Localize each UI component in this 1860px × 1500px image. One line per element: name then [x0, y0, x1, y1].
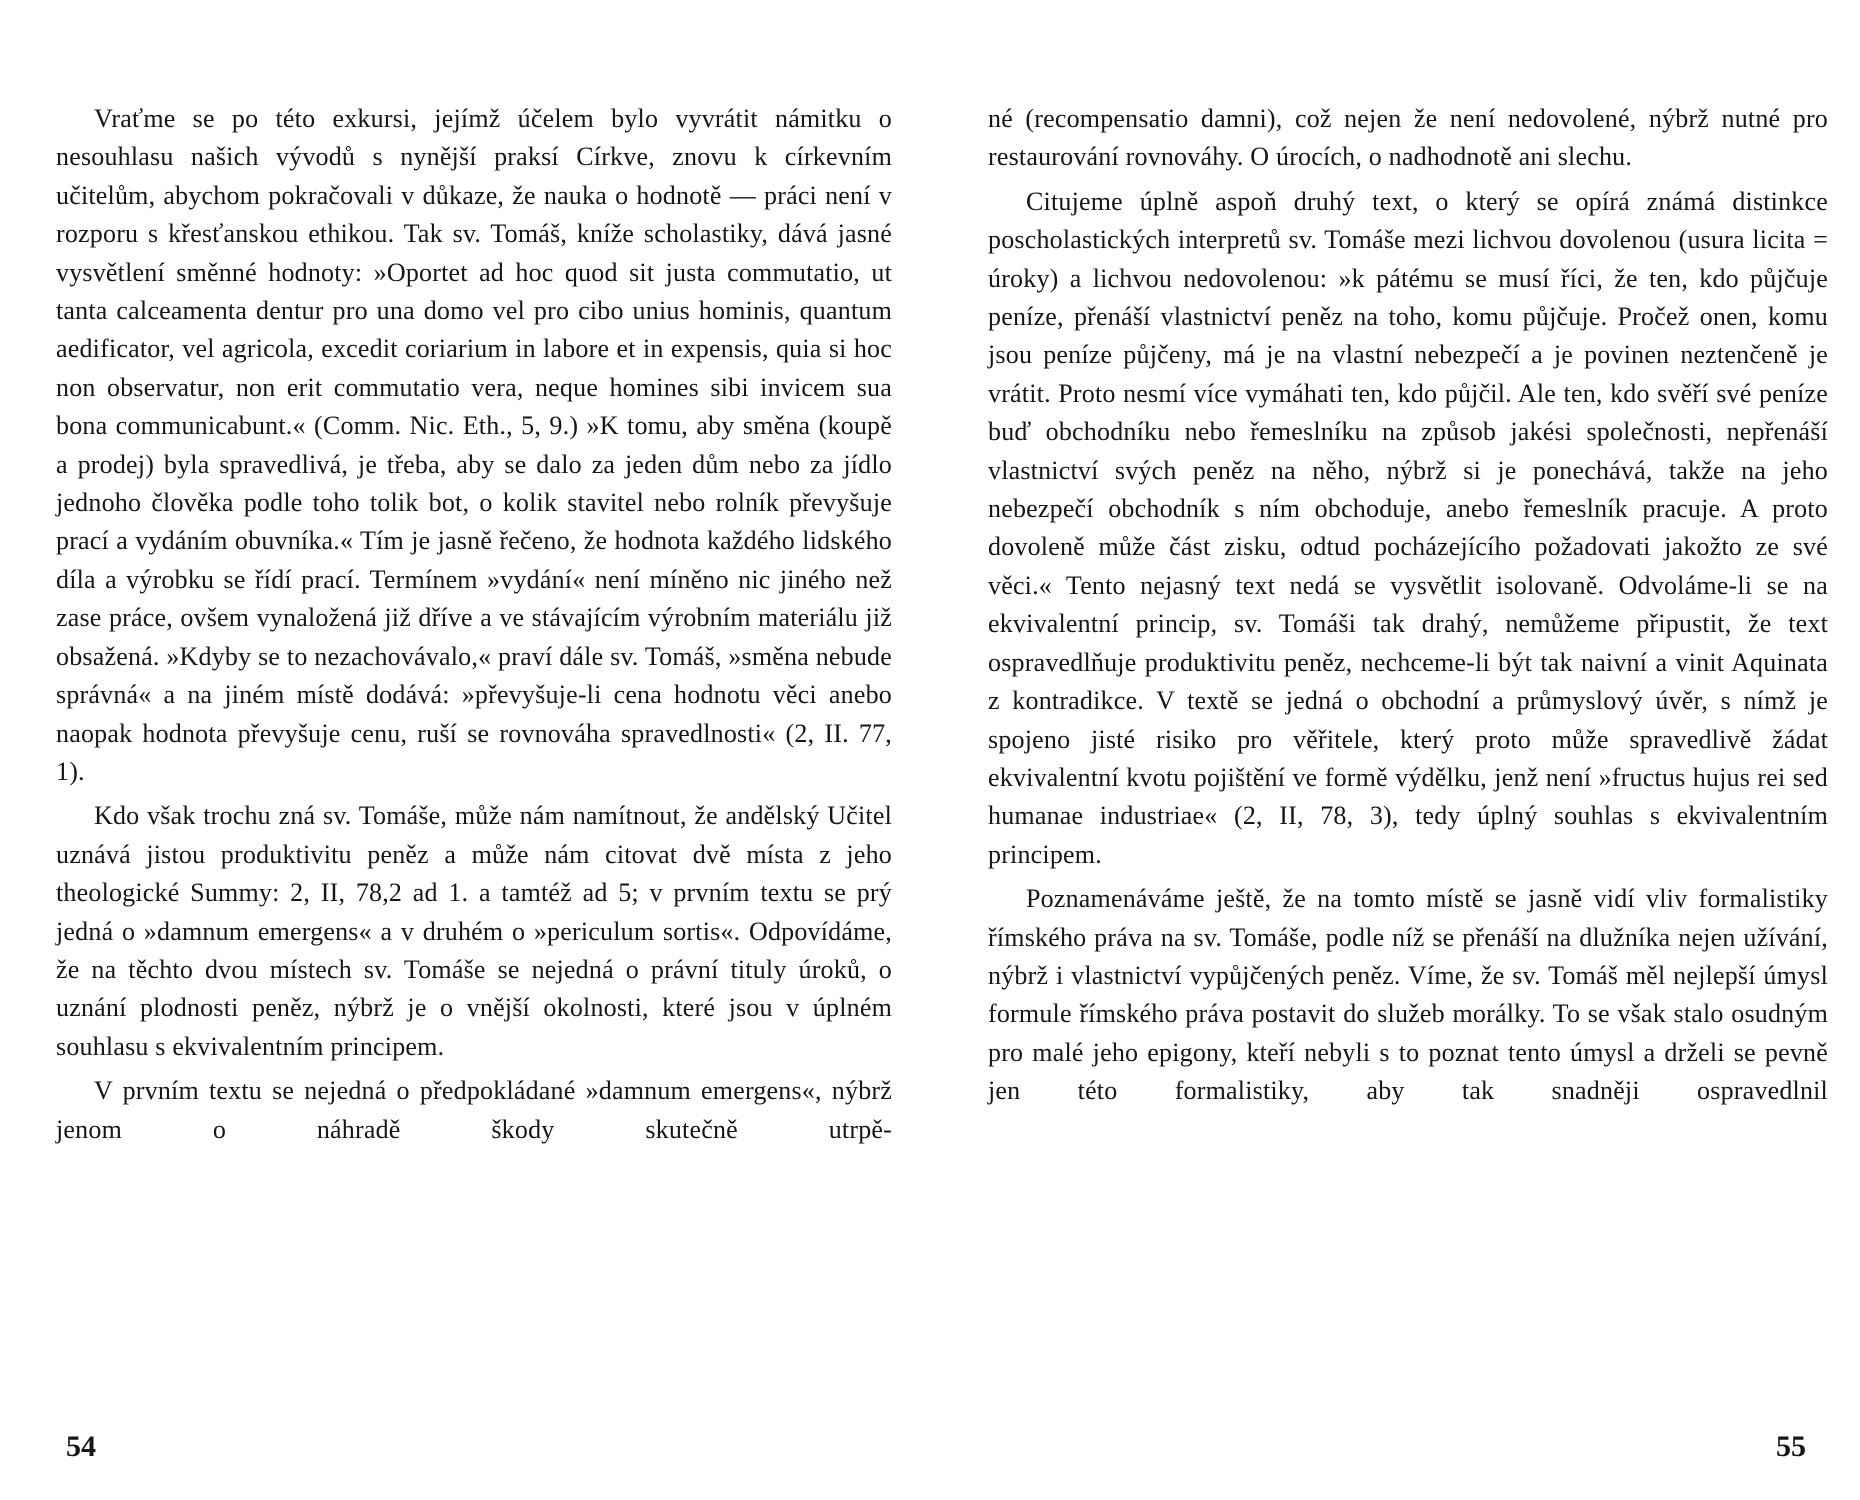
paragraph: Poznamenáváme ještě, že na tomto místě se jasně vidí vliv formalistiky římského práva na sv. Tomáše, podle níž se přenáší na dlužníka nejen užívání, nýbrž i vlastnictví vypůjčených peněz. Víme, že sv. Tomáš měl nejlepší úmysl formule římského práva postavit do služeb morálky. To se však stalo osudným pro malé jeho epigony, kteří nebyli s to poznat tento úmysl a drželi se pevně jen této formalistiky, aby tak snadněji ospravedlnil	[988, 884, 1828, 1106]
paragraph: Kdo však trochu zná sv. Tomáše, může nám namítnout, že andělský Učitel uznává jistou produktivitu peněz a může nám citovat dvě místa z jeho theologické Summy: 2, II, 78,2 ad 1. a tamtéž ad 5; v prvním textu se prý jedná o »damnum emergens« a v druhém o »periculum sortis«. Odpovídáme, že na těchto dvou místech sv. Tomáše se nejedná o právní tituly úroků, o uznání plodnosti peněz, nýbrž je o vnější okolnosti, které jsou v úplném souhlasu s ekvivalentním principem.	[56, 801, 892, 1061]
page-number: 55	[1776, 1430, 1806, 1463]
paragraph: Citujeme úplně aspoň druhý text, o který se opírá známá distinkce poscholastických interpretů sv. Tomáše mezi lichvou dovolenou (usura licita = úroky) a lichvou nedovolenou: »k pátému se musí říci, že ten, kdo půjčuje peníze, přenáší vlastnictví peněz na toho, komu půjčuje. Pročež onen, komu jsou peníze půjčeny, má je na vlastní nebezpečí a je povinen neztenčeně je vrátit. Proto nesmí více vymáhati ten, kdo půjčil. Ale ten, kdo svěří své peníze buď obchodníku nebo řemeslníku na způsob jakési společnosti, nepřenáší vlastnictví svých peněz na něho, nýbrž si je ponechává, takže na jeho nebezpečí obchodník s ním obchoduje, anebo řemeslník pracuje. A proto dovoleně může část zisku, odtud pocházejícího požadovati jakožto ze své věci.« Tento nejasný text nedá se vysvětlit isolovaně. Odvoláme-li se na ekvivalentní princip, sv. Tomáši tak drahý, nemůžeme připustit, že text ospravedlňuje produktivitu peněz, nechceme-li být tak naivní a vinit Aquinata z kontradikce. V textě se jedná o obchodní a průmyslový úvěr, s nímž je spojeno jisté risiko pro věřitele, který proto může spravedlivě žádat ekvivalentní kvotu pojištění ve formě výdělku, jenž není »fructus hujus rei sed humanae industriae« (2, II, 78, 3), tedy úplný souhlas s ekvivalentním principem.	[988, 186, 1828, 869]
right-page	[930, 0, 1860, 1500]
paragraph: Vraťme se po této exkursi, jejímž účelem bylo vyvrátit námitku o nesouhlasu našich vývodů s nynější praksí Církve, znovu k církevním učitelům, abychom pokračovali v důkaze, že nauka o hodnotě — práci není v rozporu s křesťanskou ethikou. Tak sv. Tomáš, kníže scholastiky, dává jasné vysvětlení směnné hodnoty: »Oportet ad hoc quod sit justa commutatio, ut tanta calceamenta dentur pro una domo vel pro cibo unius hominis, quantum aedificator, vel agricola, excedit coriarium in labore et in expensis, quia si hoc non observatur, non erit commutatio vera, neque homines sibi invicem sua bona communicabunt.« (Comm. Nic. Eth., 5, 9.) »K tomu, aby směna (koupě a prodej) byla spravedlivá, je třeba, aby se dalo za jeden dům nebo za jídlo jednoho člověka podle toho tolik bot, o kolik stavitel nebo rolník převyšuje prací a vydáním obuvníka.« Tím je jasně řečeno, že hodnota každého lidského díla a výrobku se řídí prací. Termínem »vydání« není míněno nic jiného než zase práce, ovšem vynaložená již dříve a ve stávajícím výrobním materiálu již obsažená. »Kdyby se to nezachovávalo,« praví dále sv. Tomáš, »směna nebude správná« a na jiném místě dodává: »převyšuje-li cena hodnotu věci anebo naopak hodnota převyšuje cenu, ruší se rovnováha spravedlnosti« (2, II. 77, 1).	[56, 104, 892, 786]
paragraph: V prvním textu se nejedná o předpokládané »damnum emergens«, nýbrž jenom o náhradě škody skutečně utrpě-	[56, 1076, 892, 1144]
paragraph: né (recompensatio damni), což nejen že není nedovolené, nýbrž nutné pro restaurování rovnováhy. O úrocích, o nadhodnotě ani slechu.	[988, 104, 1828, 172]
right-text-column	[988, 100, 1828, 1111]
page-number: 54	[66, 1430, 96, 1463]
left-text-column	[56, 100, 892, 1149]
